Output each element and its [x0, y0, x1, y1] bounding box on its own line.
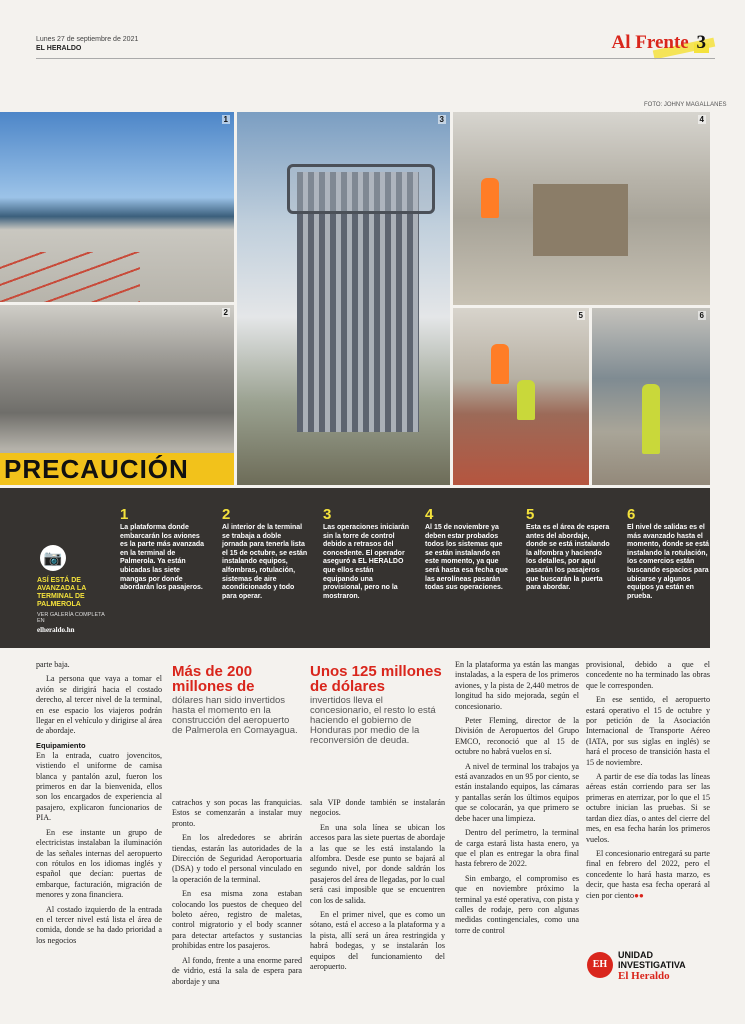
- paragraph: En los alrededores se abrirán tiendas, estarán las autoridades de la Dirección de Seguridad Aeroportuaria (DSA) y todo el personal vinculado en la operación de la terminal.: [172, 833, 302, 884]
- caption-text: La plataforma donde embarcarán los aviones es la parte más avanzada en la terminal de Palmerola. Ya están ubicadas las siete mangas por donde abordarán los pasajeros.: [120, 524, 205, 592]
- article-column-2: [172, 798, 302, 991]
- paragraph: A nivel de terminal los trabajos ya está avanzados en un 95 por ciento, se están instalando equipos, las cámaras y pantallas serán los últimos equipos que se colocarán, ya que primero se debe hacer una limpieza.: [455, 761, 579, 823]
- paragraph-text: El concesionario entregará su parte final en febrero del 2022, pero el concedente lo hará hasta marzo, es decir, que hasta esa fecha operará al cien por ciento: [586, 848, 710, 900]
- photo-number: 4: [699, 115, 704, 124]
- caption-number: 1: [120, 506, 129, 523]
- caption-1: [120, 506, 206, 593]
- paragraph: En ese sentido, el aeropuerto estará operativo el 15 de octubre y por petición de la Asociación Internacional de Transporte Aéreo (IATA, por sus siglas en inglés) se hará el proceso de transición hasta el 15 de noviembre.: [586, 695, 710, 767]
- paragraph: La persona que vaya a tomar el avión se dirigirá hacia el costado derecho, al tercer nivel de la terminal, en ese espacio los viajeros podrán llegar en el vehículo y dirigirse al área de abordaje.: [36, 674, 162, 736]
- caution-tape: [0, 453, 234, 485]
- paragraph: En una sola línea se ubican los accesos para las siete puertas de abordaje a las que se les está instalando la alfombra. Desde ese punto se bajará al segundo nivel, por donde saldrán los pasajeros del área de llegadas, por lo cual será casi imposible que se encuentren con los de salida.: [310, 822, 445, 905]
- caption-text: Al interior de la terminal se trabaja a doble jornada para tenerla lista el 15 de octubre, se están instalando equipos, alfombras, rotulación, sistemas de aire acondicionado y todo para operar.: [222, 524, 308, 600]
- header-date: Lunes 27 de septiembre de 2021: [36, 36, 139, 43]
- article-column-5: [586, 660, 710, 905]
- subheading: Equipamiento: [36, 740, 86, 750]
- section-name: Al Frente: [611, 32, 689, 53]
- paragraph: parte baja.: [36, 660, 70, 669]
- caption-4: [425, 506, 511, 593]
- logo-line-3: El Heraldo: [618, 970, 670, 982]
- paragraph: sala VIP donde también se instalarán negocios.: [310, 798, 445, 818]
- tower-top: [287, 164, 435, 214]
- logo-line-2: INVESTIGATIVA: [618, 960, 686, 970]
- worker-figure: [642, 384, 660, 454]
- photo-control-tower: [237, 112, 450, 485]
- photo-number: 5: [578, 311, 583, 320]
- caption-5: [526, 506, 612, 593]
- photo-terminal-interior: [0, 305, 234, 485]
- paragraph: Sin embargo, el compromiso es que en noviembre próximo la terminal ya esté operativa, con pista y calles de rodaje, pero con algunas medidas contingenciales, como una torre de control: [455, 873, 579, 935]
- figure-text: dólares han sido invertidos hasta el momento en la construcción del aeropuerto de Palmerola en Comayagua.: [172, 695, 298, 736]
- caution-text: PRECAUCIÓN: [4, 454, 189, 484]
- unit-logo-icon: EH: [587, 952, 613, 978]
- paragraph: En esa misma zona estaban colocando los puestos de chequeo del boleto aéreo, registro de maletas, control migratorio y el body scanner para detectar artefactos y sustancias prohibidas entre los pasajeros.: [172, 889, 302, 951]
- paragraph: En ese instante un grupo de electricistas instalaban la iluminación de las señales internas del aeropuerto con rótulos en los idiomas inglés y español que decían: puertas de embarque, facturación, migración de menores y zona financiera.: [36, 827, 162, 900]
- article-column-4: [455, 660, 579, 940]
- article-column-3: [310, 798, 445, 977]
- figure-headline: Más de 200 millones de: [172, 663, 255, 695]
- paragraph: Dentro del perímetro, la terminal de carga estará lista hasta enero, ya que el plan es entregar la obra final hasta febrero de 2022.: [455, 828, 579, 869]
- photo-platform: [0, 112, 234, 302]
- runway-stripes: [0, 252, 140, 302]
- caption-text: Esta es el área de espera antes del abordaje, donde se está instalando la alfombra y haciendo los detalles, por aquí pasarán los pasajeros que buscarán la puerta para abordar.: [526, 524, 610, 592]
- caption-number: 3: [323, 506, 332, 523]
- camera-icon: 📷: [40, 545, 66, 571]
- paragraph: En la plataforma ya están las mangas instaladas, a la espera de los primeros aviones, y la pista de 2,440 metros de longitud ha sido mejorada, según el concesionario.: [455, 660, 579, 711]
- figure-headline: Unos 125 millones de dólares: [310, 663, 442, 695]
- header-rule: [36, 58, 715, 59]
- photo-carpet-workers: [453, 308, 589, 485]
- caption-number: 6: [627, 506, 636, 523]
- paragraph: [586, 849, 710, 901]
- caption-number: 5: [526, 506, 535, 523]
- page-number: 3: [694, 32, 710, 53]
- paragraph: Al costado izquierdo de la entrada en el tercer nivel está lista el área de comida, donde se ha dado prioridad a los negocios: [36, 904, 162, 945]
- caption-2: [222, 506, 308, 601]
- logo-line-1: UNIDAD: [618, 950, 653, 960]
- photo-hall: [453, 112, 710, 305]
- paragraph: A partir de ese día todas las líneas aéreas están corriendo para ser las primeras en aterrizar, por lo que el 15 octubre inician las pruebas. Si se tardan diez días, o antes del cierre del mes, en esa fecha harán los primeros vuelos.: [586, 772, 710, 844]
- photo-number: 3: [439, 115, 444, 124]
- photo-signage-workers: [592, 308, 710, 485]
- photo-credit: FOTO: JOHNY MAGALLANES: [644, 102, 727, 108]
- caption-text: Las operaciones iniciarán sin la torre de control debido a retrasos del concedente. El operador aseguró a EL HERALDO que ellos están equipando una provisional, pero no la mostraron.: [323, 524, 409, 600]
- worker-figure: [517, 380, 535, 420]
- caption-text: Al 15 de noviembre ya deben estar probados todos los sistemas que se están instalando en este momento, ya que será hasta esa fecha que las aerolíneas pasarán todas sus operaciones.: [425, 524, 508, 592]
- caption-number: 4: [425, 506, 434, 523]
- section-title: [612, 32, 709, 54]
- end-dots: ●●: [634, 890, 644, 900]
- paragraph: Peter Fleming, director de la División de Aeropuertos del Grupo EMCO, reconoció que al 15 de octubre no habrá vuelos en sí.: [455, 716, 579, 757]
- caption-6: [627, 506, 713, 601]
- figure-box-1: [172, 664, 302, 736]
- photo-number: 1: [223, 115, 228, 124]
- photo-number: 2: [223, 308, 228, 317]
- paragraph: provisional, debido a que el concedente no ha terminado las obras que le corresponden.: [586, 660, 710, 690]
- article-column-1: [36, 660, 162, 950]
- caption-3: [323, 506, 409, 601]
- gallery-title: ASÍ ESTÁ DE AVANZADA LA TERMINAL DE PALMEROLA: [37, 577, 86, 608]
- paragraph: catrachos y son pocas las franquicias. Estos se comenzarán a instalar muy pronto.: [172, 798, 302, 828]
- counter-block: [533, 184, 628, 256]
- paragraph: En el primer nivel, que es como un sótano, está el acceso a la plataforma y a la pista, allí será un área restringida y habrá bodegas, y se instalarán los equipos del funcionamiento del aeropuerto.: [310, 910, 445, 972]
- worker-figure: [491, 344, 509, 384]
- gallery-link[interactable]: elheraldo.hn: [37, 626, 75, 634]
- worker-figure: [481, 178, 499, 218]
- figure-box-2: [310, 664, 445, 746]
- photo-number: 6: [699, 311, 704, 320]
- header-brand: EL HERALDO: [36, 45, 82, 52]
- paragraph: En la entrada, cuatro jovencitos, vistiendo el uniforme de camisa blanca y pantalón azul, fueron los primeros en dar la bienvenida, ellos son los encargados de experiencia al pasajero, explicaron funcionarios de PIA.: [36, 750, 162, 823]
- figure-text: invertidos lleva el concesionario, el resto lo está haciendo el gobierno de Honduras por medio de la reconversión de deuda.: [310, 695, 436, 746]
- paragraph: Al fondo, frente a una enorme pared de vidrio, está la sala de espera para abordaje y una: [172, 955, 302, 986]
- caption-text: El nivel de salidas es el más avanzado hasta el momento, donde se está instalando la rotulación, los comercios están buscando espacios para ubicarse y algunos equipos ya están en prueba.: [627, 524, 710, 600]
- gallery-subtitle: VER GALERÍA COMPLETA EN: [37, 612, 105, 624]
- caption-number: 2: [222, 506, 231, 523]
